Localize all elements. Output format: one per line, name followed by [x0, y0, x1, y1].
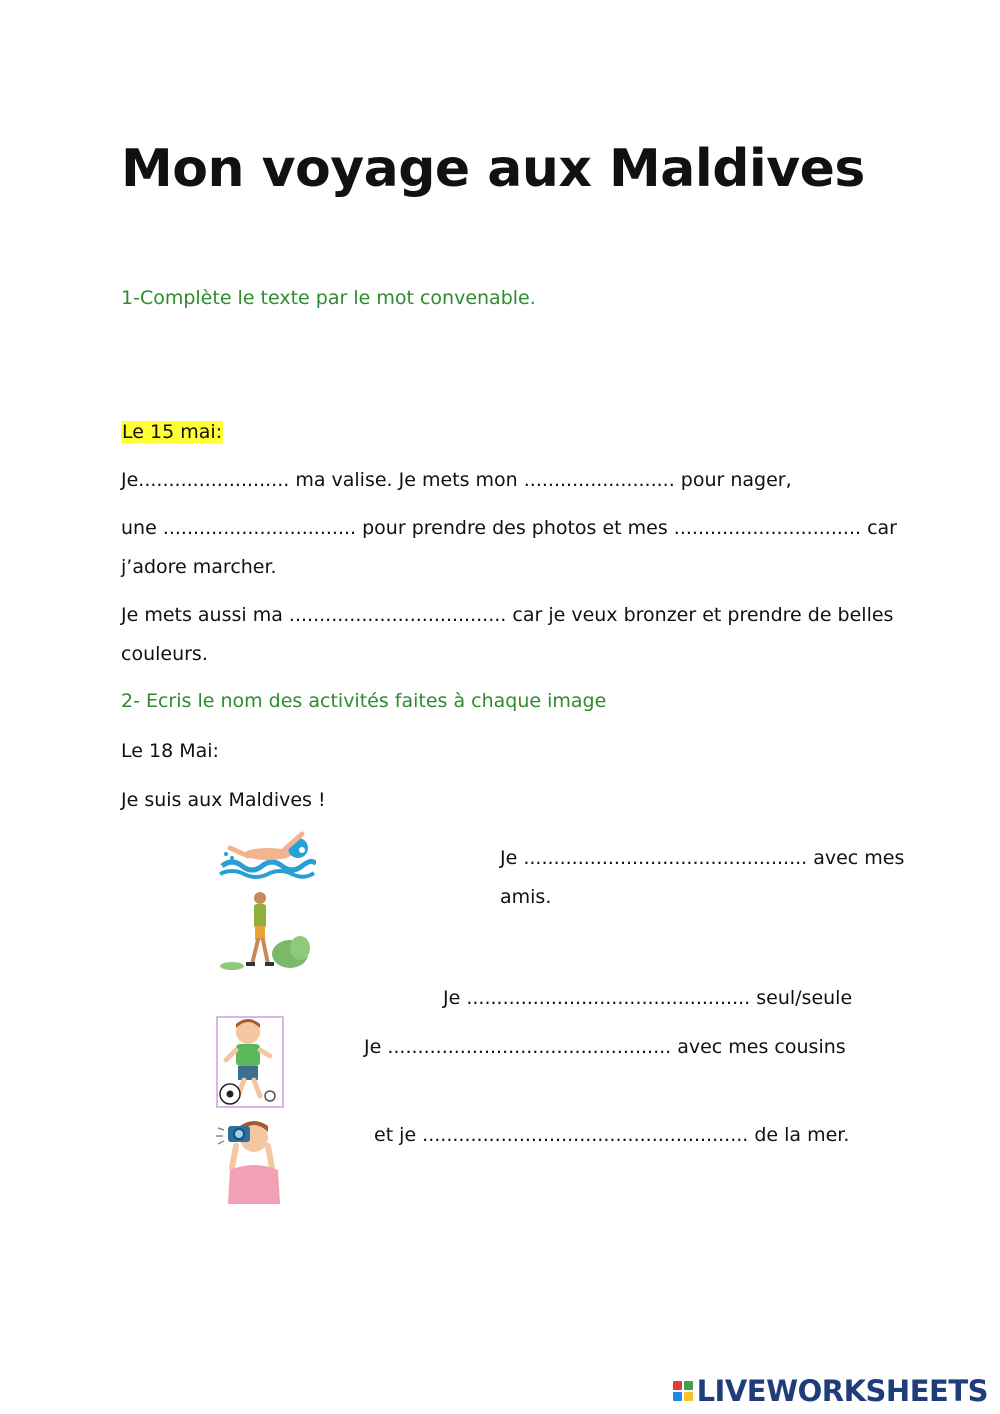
- camera-boy-icon: [210, 1116, 288, 1206]
- activity-sentence-1[interactable]: Je ............................................... avec mes: [500, 847, 905, 869]
- activity-sentence-4[interactable]: et je ...................................................... de la mer.: [374, 1124, 850, 1146]
- logo-text: LIVEWORKSHEETS: [696, 1374, 988, 1408]
- instruction-2: 2- Ecris le nom des activités faites à chaque image: [121, 690, 607, 712]
- activity-sentence-3[interactable]: Je ............................................... avec mes cousins: [364, 1036, 846, 1058]
- swimmer-icon: [218, 828, 316, 880]
- intro-text: Je suis aux Maldives !: [121, 789, 326, 811]
- date-18-mai: Le 18 Mai:: [121, 740, 219, 762]
- exercise-line-1[interactable]: Je......................... ma valise. Je mets mon ......................... pour nager,: [121, 469, 792, 491]
- exercise-line-5: couleurs.: [121, 643, 208, 665]
- exercise-line-2[interactable]: une ................................ pour prendre des photos et mes ............................... car: [121, 517, 897, 539]
- highlighted-date: Le 15 mai:: [122, 421, 223, 443]
- football-boy-icon: [216, 1016, 284, 1108]
- activity-sentence-1-end: amis.: [500, 886, 552, 908]
- page-title: Mon voyage aux Maldives: [121, 139, 865, 199]
- liveworksheets-logo: [673, 1374, 988, 1408]
- exercise-line-4[interactable]: Je mets aussi ma .................................... car je veux bronzer et prendre de belles: [121, 604, 894, 626]
- instruction-1: 1-Complète le texte par le mot convenable.: [121, 287, 536, 309]
- activity-sentence-2[interactable]: Je ............................................... seul/seule: [443, 987, 853, 1009]
- walking-man-icon: [218, 890, 310, 974]
- logo-blocks-icon: [673, 1381, 693, 1401]
- exercise-line-3: j’adore marcher.: [121, 556, 277, 578]
- date-15-mai: [121, 420, 223, 444]
